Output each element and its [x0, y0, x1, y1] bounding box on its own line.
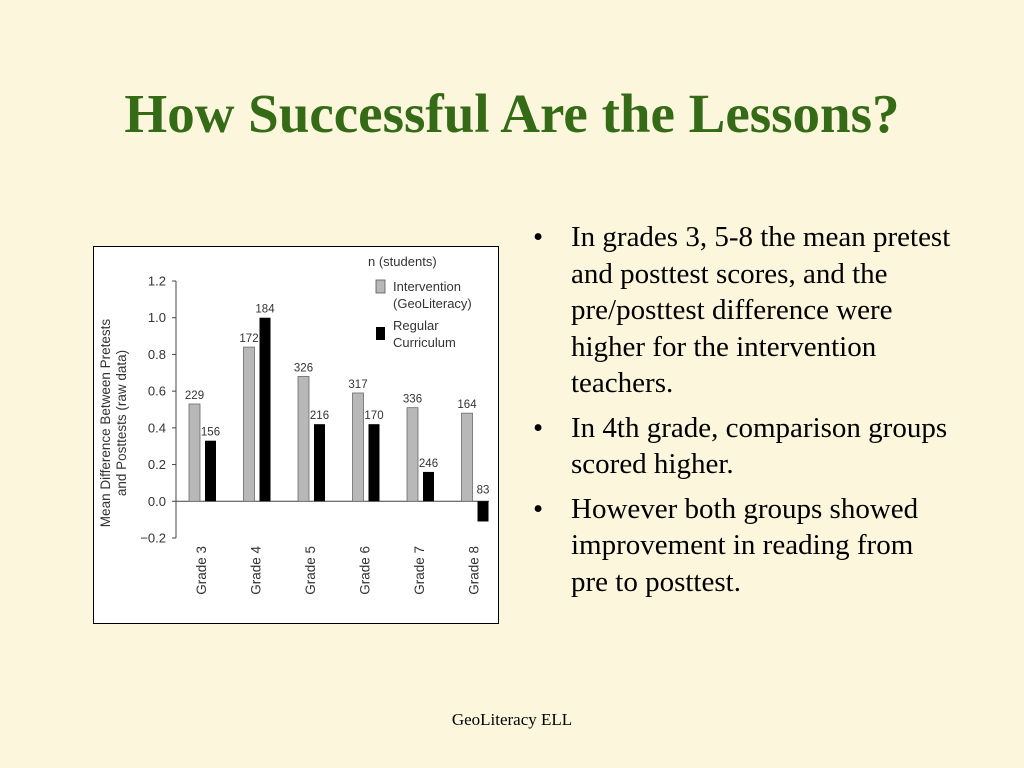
legend-swatch-regular	[376, 327, 385, 340]
y-axis-label-line2: and Posttests (raw data)	[114, 349, 129, 497]
y-axis-label-line1: Mean Difference Between Pretests	[98, 318, 113, 528]
legend-item-intervention-line2: (GeoLiteracy)	[393, 296, 472, 311]
bullet-dot: •	[533, 492, 544, 525]
y-tick-label: 0.4	[147, 420, 166, 436]
bullet-text: However both groups showed improvement in reading from pre to posttest.	[571, 492, 919, 598]
bullet-item	[533, 410, 956, 483]
bar-n-label: 164	[457, 399, 477, 412]
bullet-item	[533, 491, 956, 601]
bar-n-label: 172	[239, 333, 259, 346]
y-tick-label: 1.0	[147, 310, 166, 326]
y-tick-label: 0.0	[147, 493, 166, 509]
bar-n-label: 184	[255, 303, 275, 316]
bar-n-label: 326	[293, 362, 314, 375]
y-axis-label	[98, 319, 129, 528]
y-tick-label: 0.2	[147, 457, 166, 473]
bar-n-label: 156	[200, 426, 221, 439]
bar-n-label: 317	[348, 378, 368, 391]
bar-chart	[93, 246, 499, 624]
bar-n-label: 246	[418, 457, 439, 470]
bullet-dot: •	[533, 411, 544, 444]
slide-title: How Successful Are the Lessons?	[124, 83, 900, 144]
bullet-list	[533, 219, 956, 608]
x-tick-label: Grade 4	[248, 546, 264, 595]
bar-regular	[260, 318, 271, 502]
bullet-dot: •	[533, 221, 544, 253]
bar-regular	[478, 501, 489, 521]
bar-n-label: 170	[364, 410, 384, 423]
bar-n-label: 83	[476, 484, 490, 497]
bar-regular	[369, 424, 380, 501]
legend-title: n (students)	[368, 254, 437, 269]
y-tick-label: −0.2	[140, 530, 166, 546]
bar-regular	[423, 472, 434, 501]
x-tick-label: Grade 3	[194, 546, 209, 595]
x-tick-labels	[194, 546, 482, 595]
bar-intervention	[298, 376, 309, 501]
y-tick-label: 0.6	[147, 383, 166, 399]
bullet-text: In grades 3, 5-8 the mean pretest and posttest scores, and the pre/posttest difference were higher for the intervention teachers.	[571, 221, 951, 399]
bar-intervention	[407, 408, 418, 502]
x-tick-label: Grade 5	[303, 546, 318, 595]
legend	[368, 254, 472, 350]
y-tick-label: 1.2	[147, 273, 166, 289]
slide-footer: GeoLiteracy ELL	[451, 710, 573, 729]
legend-item-intervention-line1: Intervention	[393, 279, 461, 294]
bar-n-label: 216	[309, 410, 330, 423]
legend-item-regular-line1: Regular	[393, 318, 439, 333]
bar-intervention	[462, 413, 473, 501]
bullet-item	[533, 219, 956, 402]
bar-n-label: 336	[402, 393, 423, 406]
bar-value-labels	[185, 304, 489, 497]
x-tick-label: Grade 8	[466, 546, 482, 595]
x-tick-label: Grade 6	[357, 546, 373, 595]
bar-intervention	[189, 404, 200, 501]
bullet-text: In 4th grade, comparison groups scored higher.	[571, 411, 948, 480]
bar-regular	[205, 441, 216, 502]
bar-regular	[314, 424, 325, 501]
y-tick-label: 0.8	[147, 346, 166, 362]
x-tick-label: Grade 7	[412, 546, 427, 595]
bar-intervention	[353, 393, 364, 501]
legend-item-regular-line2: Curriculum	[393, 335, 456, 350]
bar-n-label: 229	[184, 389, 205, 402]
legend-swatch-intervention	[376, 280, 385, 293]
bar-intervention	[244, 347, 255, 501]
